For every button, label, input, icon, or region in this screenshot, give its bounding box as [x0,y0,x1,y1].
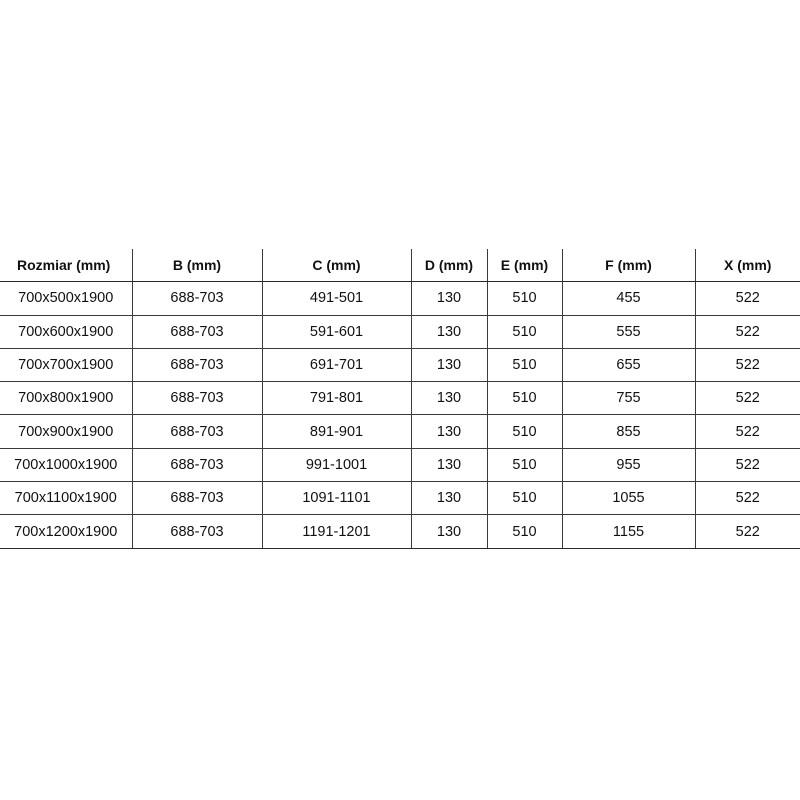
cell-b: 688-703 [132,382,262,415]
cell-e: 510 [487,382,562,415]
cell-rozmiar: 700x600x1900 [0,315,132,348]
cell-c: 891-901 [262,415,411,448]
cell-rozmiar: 700x500x1900 [0,282,132,315]
cell-b: 688-703 [132,415,262,448]
table-header-row [0,249,800,282]
cell-f: 755 [562,382,695,415]
cell-c: 791-801 [262,382,411,415]
cell-b: 688-703 [132,515,262,548]
cell-rozmiar: 700x800x1900 [0,382,132,415]
header-x: X (mm) [695,249,800,282]
cell-rozmiar: 700x900x1900 [0,415,132,448]
cell-b: 688-703 [132,348,262,381]
cell-d: 130 [411,382,487,415]
cell-e: 510 [487,348,562,381]
cell-c: 491-501 [262,282,411,315]
cell-x: 522 [695,348,800,381]
header-d: D (mm) [411,249,487,282]
cell-d: 130 [411,515,487,548]
cell-f: 555 [562,315,695,348]
table-row [0,415,800,448]
header-rozmiar: Rozmiar (mm) [0,249,132,282]
header-f: F (mm) [562,249,695,282]
header-c: C (mm) [262,249,411,282]
cell-c: 691-701 [262,348,411,381]
cell-d: 130 [411,315,487,348]
table-row [0,448,800,481]
cell-f: 955 [562,448,695,481]
header-e: E (mm) [487,249,562,282]
cell-d: 130 [411,348,487,381]
cell-b: 688-703 [132,282,262,315]
cell-f: 655 [562,348,695,381]
table-row [0,282,800,315]
cell-f: 1155 [562,515,695,548]
cell-f: 1055 [562,482,695,515]
cell-e: 510 [487,315,562,348]
cell-rozmiar: 700x1100x1900 [0,482,132,515]
cell-x: 522 [695,515,800,548]
cell-e: 510 [487,282,562,315]
cell-b: 688-703 [132,482,262,515]
dimensions-table [0,249,800,549]
cell-rozmiar: 700x1000x1900 [0,448,132,481]
cell-d: 130 [411,448,487,481]
cell-e: 510 [487,515,562,548]
cell-f: 855 [562,415,695,448]
table-row [0,515,800,548]
cell-rozmiar: 700x700x1900 [0,348,132,381]
cell-e: 510 [487,482,562,515]
cell-rozmiar: 700x1200x1900 [0,515,132,548]
cell-c: 591-601 [262,315,411,348]
cell-d: 130 [411,482,487,515]
cell-f: 455 [562,282,695,315]
cell-c: 991-1001 [262,448,411,481]
cell-x: 522 [695,315,800,348]
cell-d: 130 [411,282,487,315]
dimensions-table-container [0,249,800,549]
cell-e: 510 [487,415,562,448]
cell-x: 522 [695,482,800,515]
table-row [0,482,800,515]
cell-x: 522 [695,448,800,481]
cell-c: 1091-1101 [262,482,411,515]
cell-x: 522 [695,415,800,448]
table-row [0,348,800,381]
cell-x: 522 [695,382,800,415]
cell-b: 688-703 [132,315,262,348]
cell-c: 1191-1201 [262,515,411,548]
cell-e: 510 [487,448,562,481]
table-row [0,315,800,348]
cell-d: 130 [411,415,487,448]
cell-b: 688-703 [132,448,262,481]
table-row [0,382,800,415]
cell-x: 522 [695,282,800,315]
header-b: B (mm) [132,249,262,282]
